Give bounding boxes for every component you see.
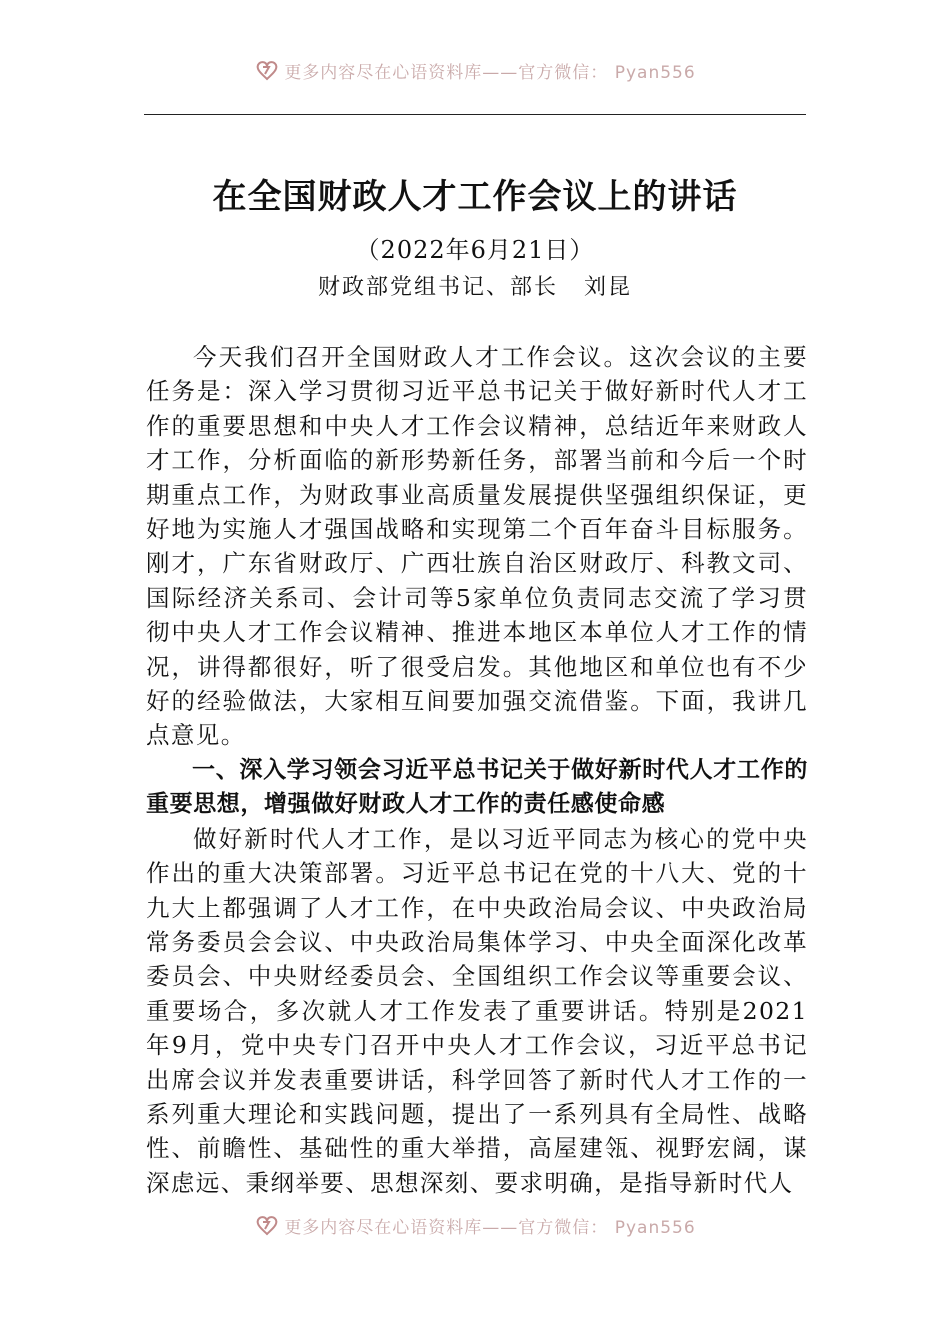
watermark-footer: [0, 1210, 950, 1240]
watermark-text: 更多内容尽在心语资料库——官方微信： Pyan556: [284, 62, 696, 83]
author-name: 刘昆: [584, 275, 633, 300]
watermark-text: 更多内容尽在心语资料库——官方微信： Pyan556: [284, 1217, 696, 1238]
document-date: （2022年6月21日）: [355, 236, 595, 264]
paragraph-section-1: 做好新时代人才工作，是以习近平同志为核心的党中央作出的重大决策部署。习近平总书记在党的十八大、党的十九大上都强调了人才工作，在中央政治局会议、中央政治局常务委员会会议、中央政治局集体学习、中央全面深化改革委员会、中央财经委员会、全国组织工作会议等重要会议、重要场合，多次就人才工作发表了重要讲话。特别是2021年9月，党中央专门召开中央人才工作会议，习近平总书记出席会议并发表重要讲话，科学回答了新时代人才工作的一系列重大理论和实践问题，提出了一系列具有全局性、战略性、前瞻性、基础性的重大举措，高屋建瓴、视野宏阔，谋深虑远、秉纲举要、思想深刻、要求明确，是指导新时代人: [146, 824, 808, 1197]
paragraph-intro: 今天我们召开全国财政人才工作会议。这次会议的主要任务是：深入学习贯彻习近平总书记关于做好新时代人才工作的重要思想和中央人才工作会议精神，总结近年来财政人才工作，分析面临的新形势新任务，部署当前和今后一个时期重点工作，为财政事业高质量发展提供坚强组织保证，更好地为实施人才强国战略和实现第二个百年奋斗目标服务。刚才，广东省财政厅、广西壮族自治区财政厅、科教文司、国际经济关系司、会计司等5家单位负责同志交流了学习贯彻中央人才工作会议精神、推进本地区本单位人才工作的情况，讲得都很好，听了很受启发。其他地区和单位也有不少好的经验做法，大家相互间要加强交流借鉴。下面，我讲几点意见。: [146, 343, 808, 750]
document-author: [0, 268, 950, 308]
document-body: [146, 340, 808, 1200]
section-heading-1: 一、深入学习领会习近平总书记关于做好新时代人才工作的重要思想，增强做好财政人才工作的责任感使命感: [146, 756, 808, 818]
watermark-logo-icon: [254, 1214, 280, 1236]
watermark-logo-icon: [254, 59, 280, 81]
header-divider: [144, 114, 806, 115]
watermark-header: [0, 56, 950, 84]
document-title: 在全国财政人才工作会议上的讲话: [212, 177, 738, 217]
author-role: 财政部党组书记、部长: [317, 275, 558, 300]
